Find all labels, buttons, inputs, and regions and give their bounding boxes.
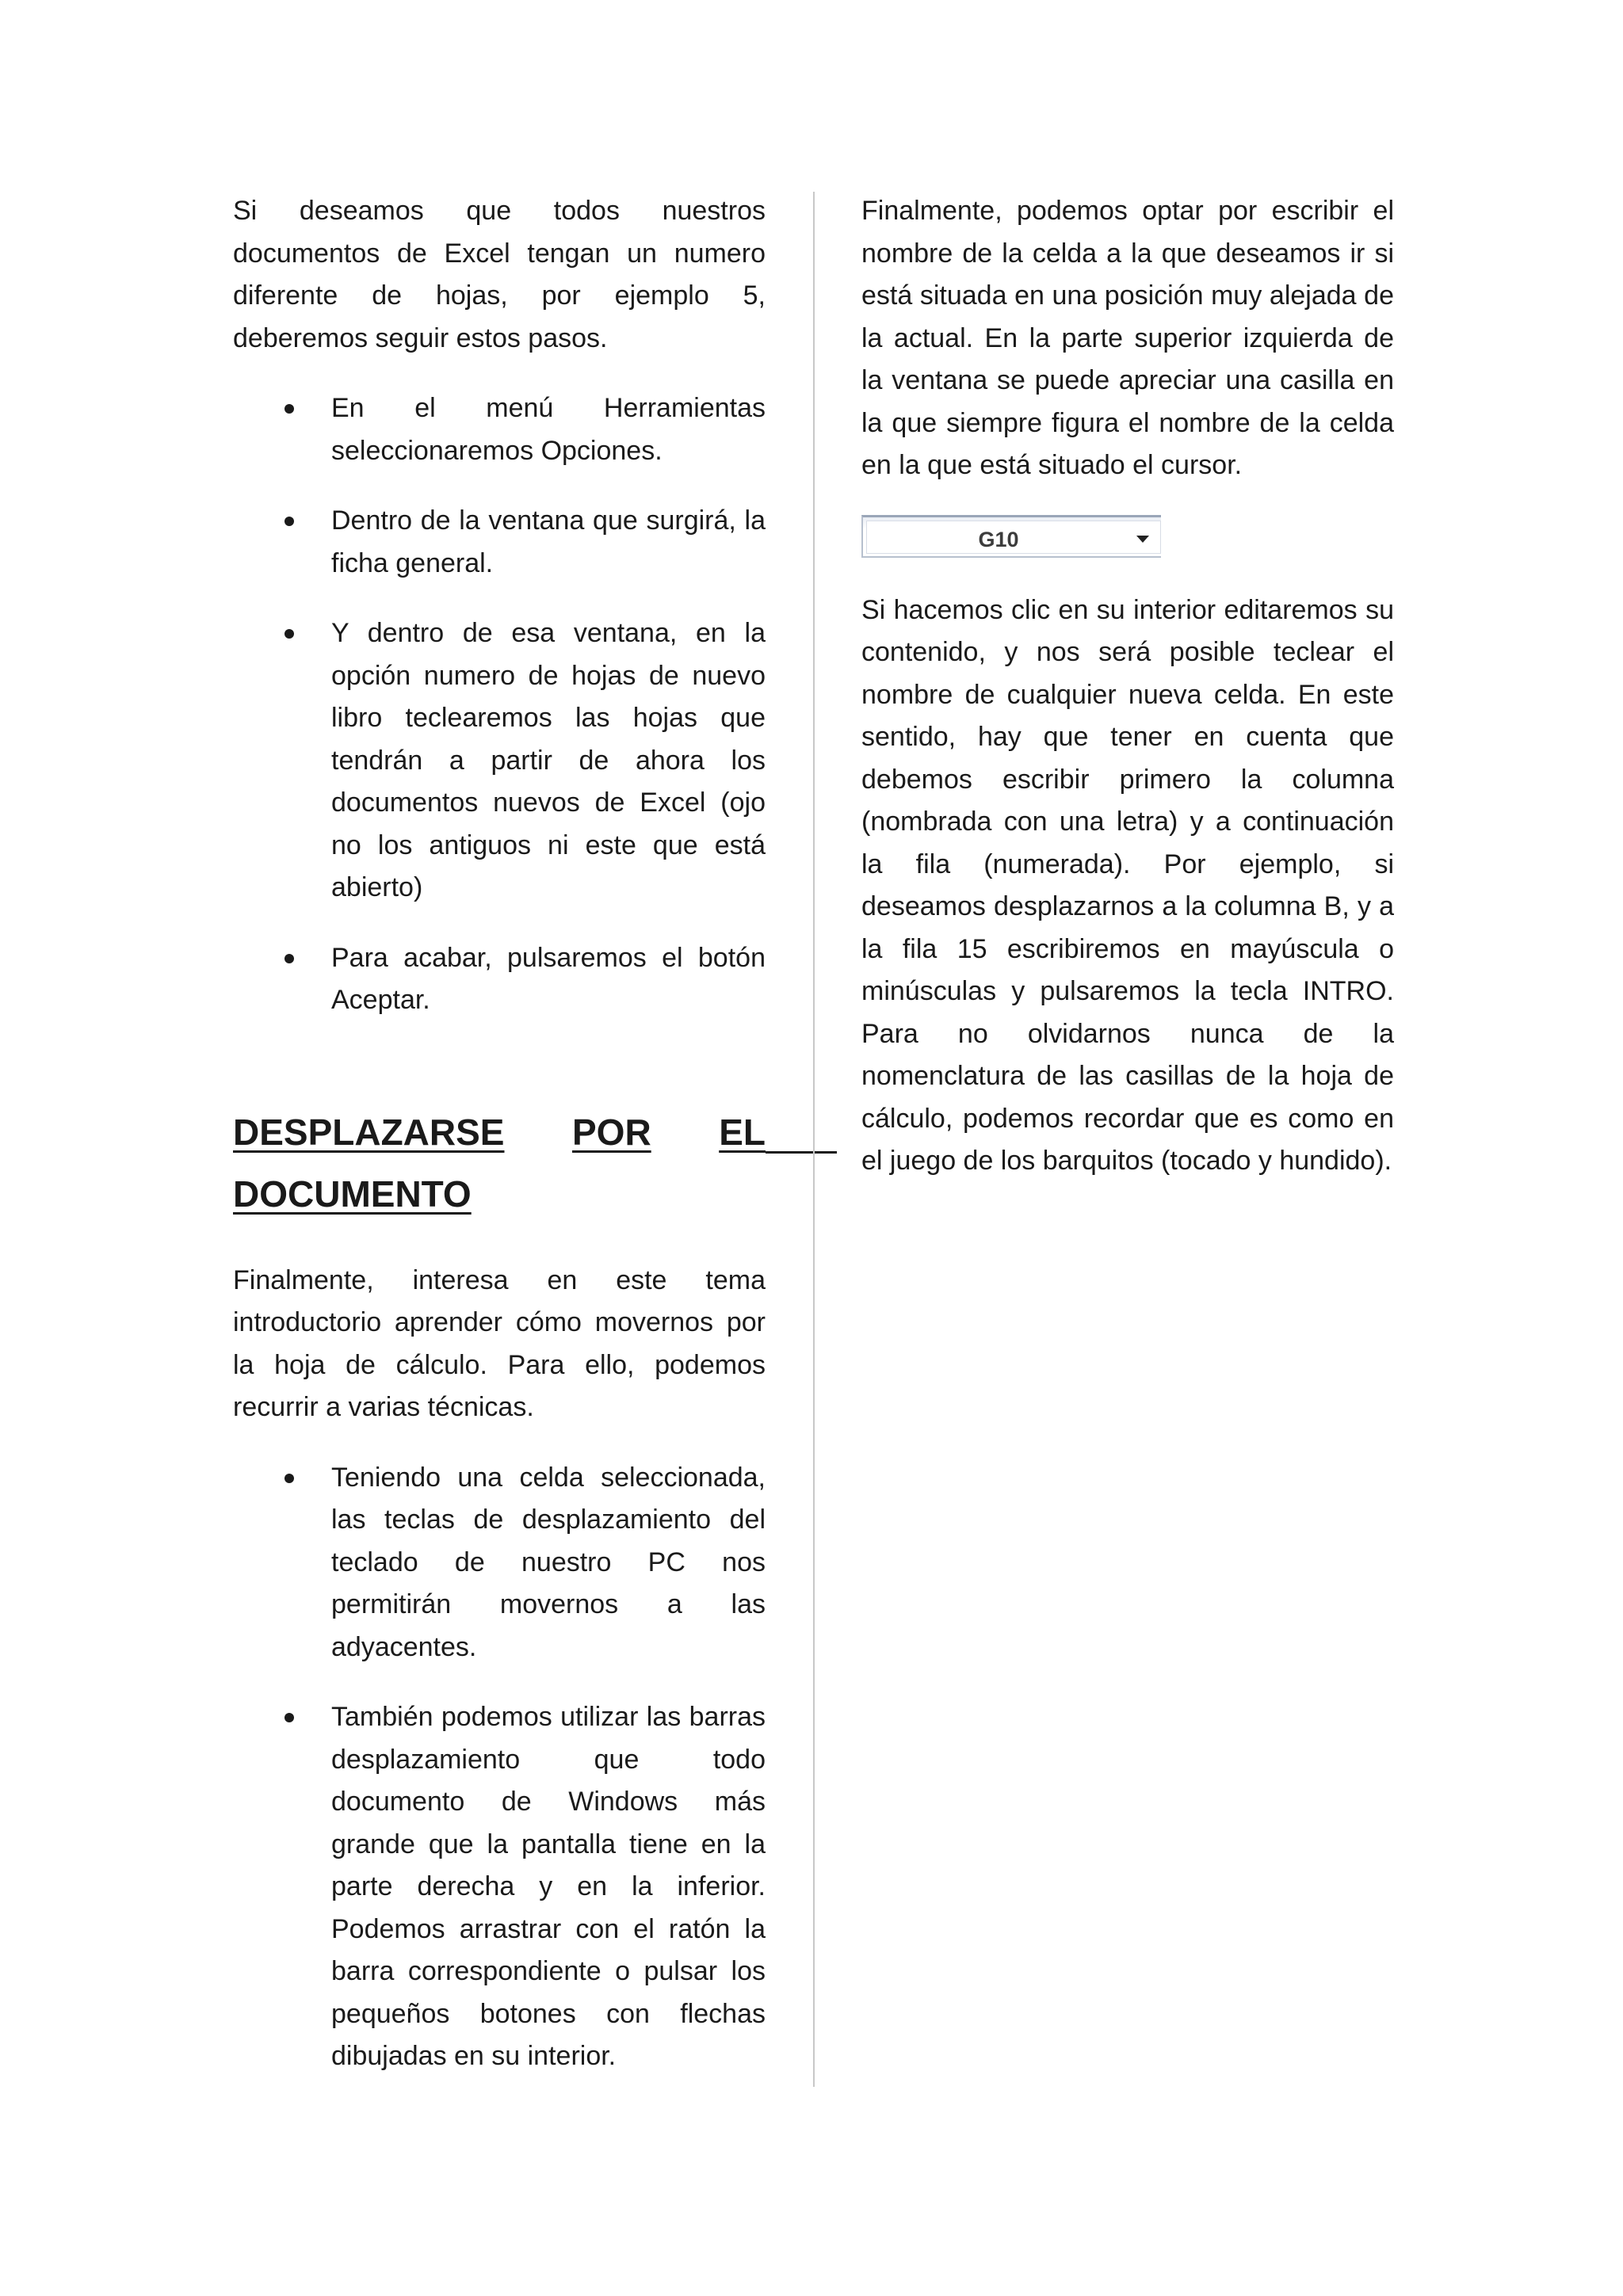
list-item-text: Y dentro de esa ventana, en la opción numero de hojas de nuevo libro teclearemos las hojas que tendrán a partir de ahora los documentos nuevos de Excel (ojo no los antiguos ni este que está abierto) [331,618,766,902]
section-heading-line2: DOCUMENTO [233,1173,472,1215]
list-item-text: En el menú Herramientas seleccionaremos Opciones. [331,393,766,466]
list-item-text: Dentro de la ventana que surgirá, la ficha general. [331,505,766,578]
list-item-text: También podemos utilizar las barras desplazamiento que todo documento de Windows más grande que la pantalla tiene en la parte derecha y en la inferior. Podemos arrastrar con el ratón la barra correspondiente o pulsar los pequeños botones con flechas dibujadas en su interior. [331,1702,766,2071]
heading-word: EL [719,1111,766,1153]
list-item-text: Teniendo una celda seleccionada, las teclas de desplazamiento del teclado de nuestro PC nos permitirán movernos a las adyacentes. [331,1462,766,1662]
heading-word: DESPLAZARSE [233,1111,505,1153]
techniques-list [233,1457,766,2078]
section-intro-paragraph: Finalmente, interesa en este tema introductorio aprender cómo movernos por la hoja de cálculo. Para ello, podemos recurrir a varias técnicas. [233,1264,766,1422]
list-item [233,387,766,472]
left-column [233,190,766,2106]
name-box-usage-paragraph: Si hacemos clic en su interior editaremos su contenido, y nos será posible teclear el nombre de cualquier nueva celda. En este sentido, hay que tener en cuenta que debemos escribir primero la columna (nombrada con una letra) y a continuación la fila (numerada). Por ejemplo, si deseamos desplazarnos a la columna B, y a la fila 15 escribiremos en mayúscula o minúsculas y pulsaremos la tecla INTRO. Para no olvidarnos nunca de la nomenclatura de las casillas de la hoja de cálculo, podemos recordar que es como en el juego de los barquitos (tocado y hundido). [861,594,1394,1176]
chevron-down-icon[interactable] [1136,536,1149,543]
name-box-field[interactable] [866,521,1161,554]
bullet-icon [285,517,294,526]
name-box[interactable] [861,515,1161,558]
intro-paragraph: Si deseamos que todos nuestros documentos de Excel tengan un numero diferente de hojas, por ejemplo 5, deberemos seguir estos pasos. [233,196,766,353]
heading-word: POR [572,1111,651,1153]
bullet-icon [285,1713,294,1722]
right-column [861,190,1394,1211]
list-item [233,1696,766,2078]
heading-underline-tail [766,1151,837,1154]
steps-list [233,387,766,1022]
list-item [233,500,766,585]
name-box-value[interactable]: G10 [978,527,1019,551]
section-heading [233,1101,766,1225]
section-heading-line1 [233,1101,766,1163]
name-box-paragraph: Finalmente, podemos optar por escribir el nombre de la celda a la que deseamos ir si está situada en una posición muy alejada de la actual. En la parte superior izquierda de la ventana se puede apreciar una casilla en la que siempre figura el nombre de la celda en la que está situado el cursor. [861,196,1394,480]
bullet-icon [285,954,294,963]
bullet-icon [285,629,294,639]
list-item-text: Para acabar, pulsaremos el botón Aceptar. [331,942,766,1015]
column-divider [813,192,815,2087]
bullet-icon [285,1474,294,1483]
list-item [233,937,766,1022]
list-item [233,1457,766,1669]
list-item [233,612,766,910]
bullet-icon [285,404,294,414]
